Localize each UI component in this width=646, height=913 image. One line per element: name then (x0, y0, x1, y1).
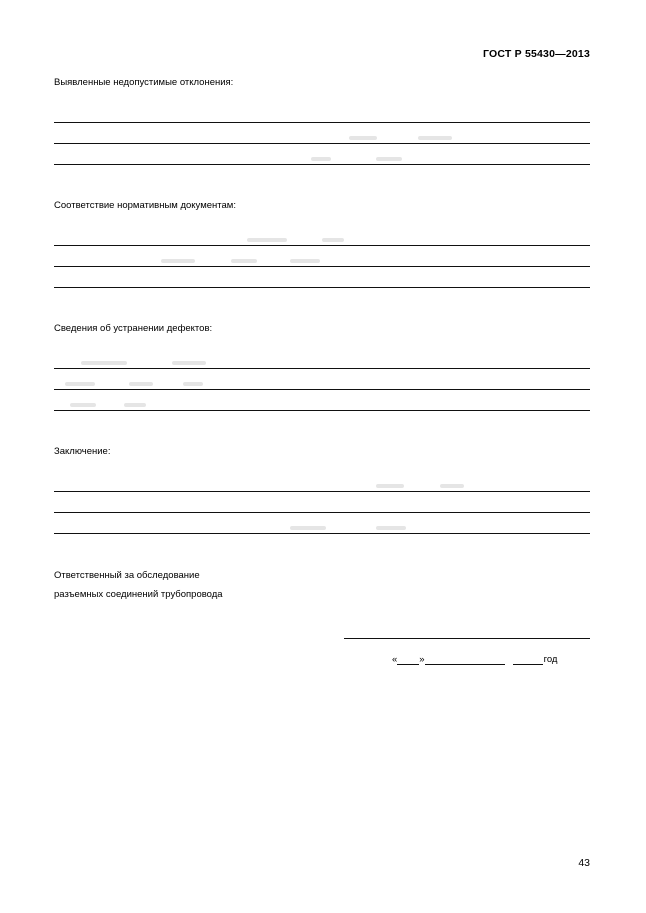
answer-line[interactable] (54, 471, 590, 492)
answer-line[interactable] (54, 513, 590, 534)
answer-line[interactable] (54, 102, 590, 123)
quote-close: » (419, 654, 425, 665)
document-header-standard-number: ГОСТ Р 55430—2013 (482, 48, 590, 60)
section-label: Соответствие нормативным документам: (54, 200, 236, 211)
signature-line[interactable] (344, 622, 590, 639)
form-section-conclusion (54, 445, 590, 534)
form-content (54, 76, 590, 665)
form-section-deviations (54, 76, 590, 165)
answer-line[interactable] (54, 348, 590, 369)
answer-line[interactable] (54, 225, 590, 246)
month-field[interactable] (425, 653, 505, 665)
day-field[interactable] (397, 653, 419, 665)
section-label: Заключение: (54, 446, 111, 457)
answer-lines[interactable] (54, 471, 590, 534)
signature-area (54, 622, 590, 665)
page-number: 43 (578, 857, 590, 869)
form-section-defect-removal (54, 322, 590, 411)
answer-lines[interactable] (54, 348, 590, 411)
spacer (54, 411, 590, 445)
year-field[interactable] (513, 653, 543, 665)
spacer (54, 288, 590, 322)
answer-line[interactable] (54, 390, 590, 411)
section-label: Сведения об устранении дефектов: (54, 323, 213, 334)
year-label: год (543, 654, 558, 665)
answer-line[interactable] (54, 492, 590, 513)
responsible-line-1: Ответственный за обследование (54, 570, 200, 581)
answer-line[interactable] (54, 267, 590, 288)
responsible-person-block (54, 566, 590, 604)
spacer (54, 165, 590, 199)
section-label: Выявленные недопустимые отклонения: (54, 77, 234, 88)
answer-lines[interactable] (54, 225, 590, 288)
answer-line[interactable] (54, 369, 590, 390)
responsible-line-2: разъемных соединений трубопровода (54, 589, 223, 600)
date-row[interactable] (344, 653, 590, 665)
form-section-compliance (54, 199, 590, 288)
answer-line[interactable] (54, 144, 590, 165)
answer-line[interactable] (54, 123, 590, 144)
quote-open: « (392, 654, 398, 665)
answer-line[interactable] (54, 246, 590, 267)
answer-lines[interactable] (54, 102, 590, 165)
